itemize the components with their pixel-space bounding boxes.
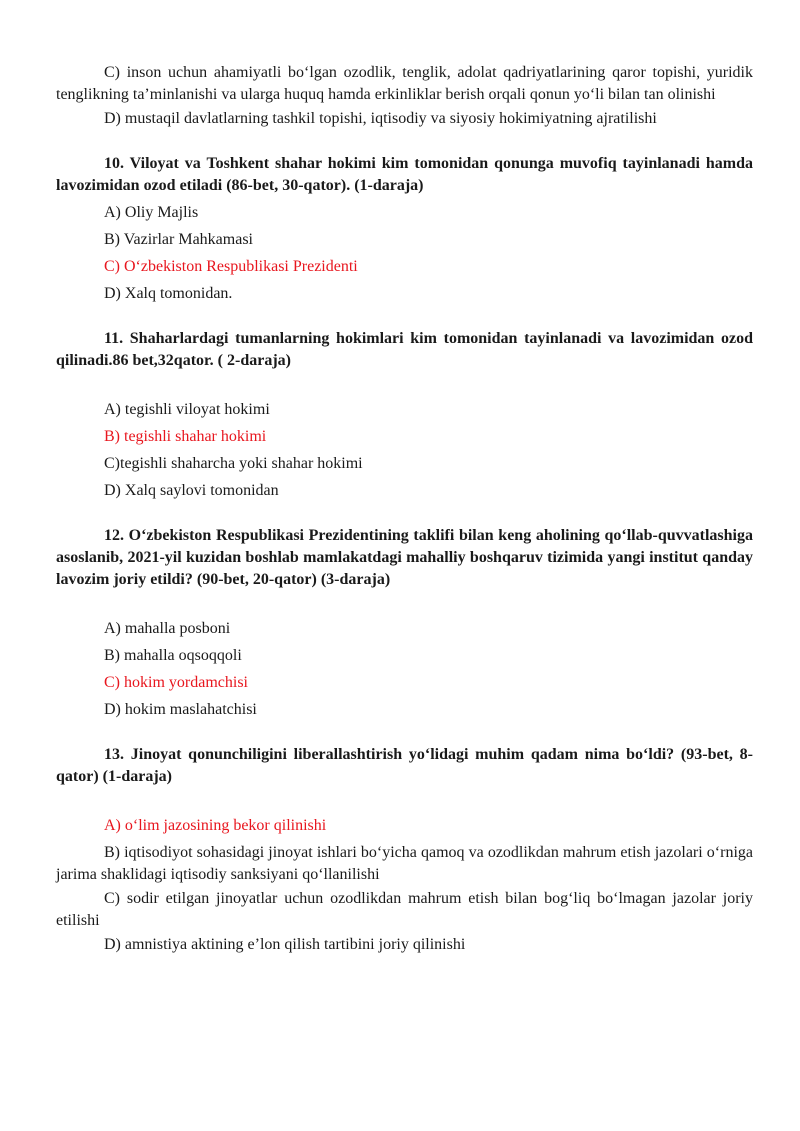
question-10: 10. Viloyat va Toshkent shahar hokimi kim tomonidan qonunga muvofiq tayinlanadi hamda lavozimidan ozod etiladi (86-bet, 30-qator). (1-daraja) [56, 155, 753, 194]
document-page [56, 62, 753, 961]
q13-option-a-correct: A) o‘lim jazosining bekor qilinishi [104, 817, 327, 834]
prev-option-c: C) inson uchun ahamiyatli bo‘lgan ozodlik, tenglik, adolat qadriyatlarining qaror topishi, yuridik tenglikning ta’minlanishi va ularga huquq hamda erkinliklar berish orqali qonun yo‘li bilan tan olinishi [56, 64, 753, 103]
question-11: 11. Shaharlardagi tumanlarning hokimlari kim tomonidan tayinlanadi va lavozimidan ozod qilinadi.86 bet,32qator. ( 2-daraja) [56, 330, 753, 369]
q12-option-b: B) mahalla oqsoqqoli [104, 647, 242, 664]
q10-option-b: B) Vazirlar Mahkamasi [104, 231, 253, 248]
q12-option-c-correct: C) hokim yordamchisi [104, 674, 248, 691]
q11-option-d: D) Xalq saylovi tomonidan [104, 482, 279, 499]
q13-option-b: B) iqtisodiyot sohasidagi jinoyat ishlari bo‘yicha qamoq va ozodlikdan mahrum etish jazolari o‘rniga jarima shaklidagi iqtisodiy sanksiyani qo‘llanilishi [56, 844, 753, 883]
q12-option-d: D) hokim maslahatchisi [104, 701, 257, 718]
question-13: 13. Jinoyat qonunchiligini liberallashtirish yo‘lidagi muhim qadam nima bo‘ldi? (93-bet, 8-qator) (1-daraja) [56, 746, 753, 785]
question-12: 12. O‘zbekiston Respublikasi Prezidentining taklifi bilan keng aholining qo‘llab-quvvatlashiga asoslanib, 2021-yil kuzidan boshlab mamlakatdagi mahalliy boshqaruv tizimida yangi institut qanday lavozim joriy etildi? (90-bet, 20-qator) (3-daraja) [56, 527, 753, 588]
q10-option-c-correct: C) O‘zbekiston Respublikasi Prezidenti [104, 258, 358, 275]
q10-option-a: A) Oliy Majlis [104, 204, 199, 221]
q12-option-a: A) mahalla posboni [104, 620, 231, 637]
q10-option-d: D) Xalq tomonidan. [104, 285, 233, 302]
q13-option-d: D) amnistiya aktining e’lon qilish tartibini joriy qilinishi [104, 936, 466, 953]
prev-option-d: D) mustaqil davlatlarning tashkil topishi, iqtisodiy va siyosiy hokimiyatning ajratilishi [104, 110, 657, 127]
q11-option-c: C)tegishli shaharcha yoki shahar hokimi [104, 455, 363, 472]
q11-option-b-correct: B) tegishli shahar hokimi [104, 428, 267, 445]
q13-option-c: C) sodir etilgan jinoyatlar uchun ozodlikdan mahrum etish bilan bog‘liq bo‘lmagan jazolar joriy etilishi [56, 890, 753, 929]
q11-option-a: A) tegishli viloyat hokimi [104, 401, 270, 418]
